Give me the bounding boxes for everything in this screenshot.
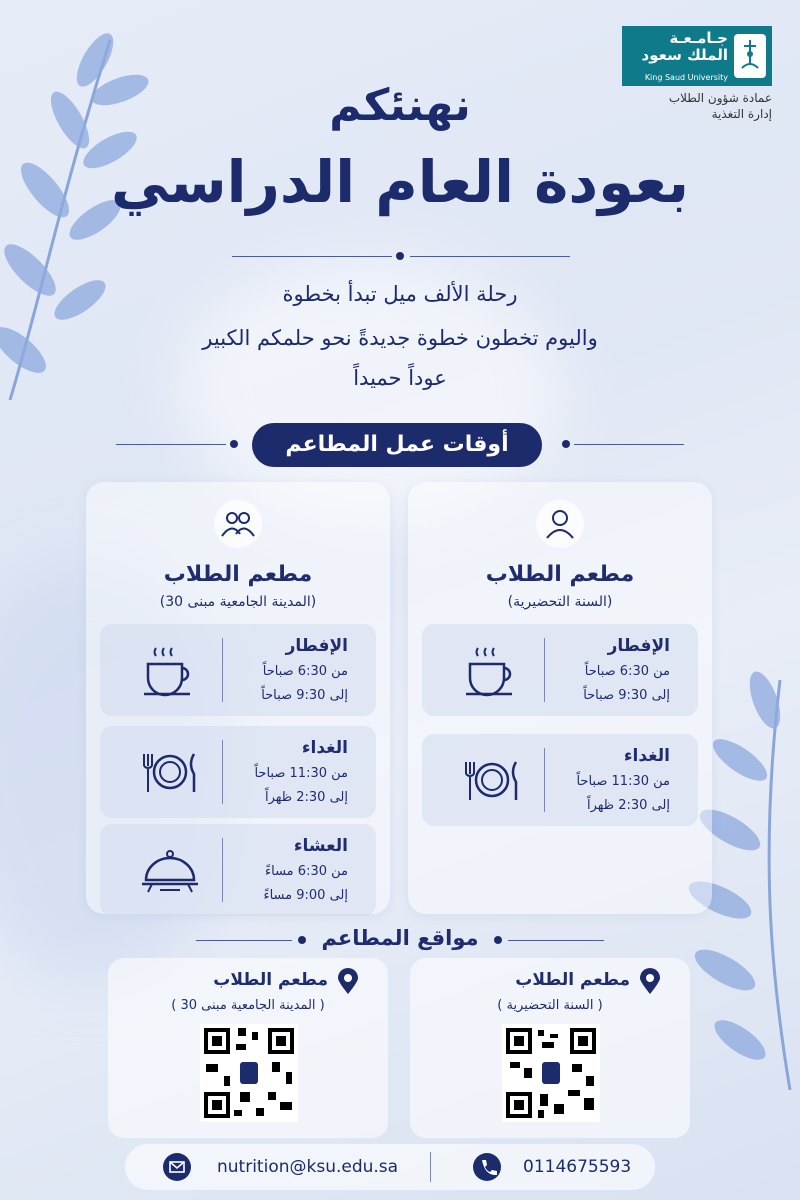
meal-divider bbox=[544, 748, 545, 812]
meal-from: من 11:30 صباحاً bbox=[254, 766, 348, 781]
university-seal-icon bbox=[734, 34, 766, 78]
meal-name: العشاء bbox=[293, 836, 348, 856]
divider bbox=[410, 256, 570, 257]
logo-badge bbox=[622, 26, 772, 86]
logo-name-ar bbox=[642, 30, 728, 64]
divider bbox=[508, 940, 604, 941]
meal-to: إلى 9:30 صباحاً bbox=[583, 688, 670, 703]
plate-utensils-icon bbox=[460, 748, 524, 812]
restaurant-name: مطعم الطلاب bbox=[163, 562, 313, 587]
heading-back-to-school: بعودة العام الدراسي bbox=[110, 148, 690, 216]
contact-bar bbox=[125, 1144, 655, 1190]
food-cloche-icon bbox=[138, 838, 202, 902]
logo-deanship: عمادة شؤون الطلاب bbox=[668, 91, 772, 105]
restaurant-location: (المدينة الجامعية مبنى 30) bbox=[159, 594, 317, 610]
location-name: مطعم الطلاب bbox=[213, 970, 328, 990]
plate-utensils-icon bbox=[138, 740, 202, 804]
meal-name: الإفطار bbox=[285, 636, 348, 656]
meal-from: من 6:30 صباحاً bbox=[584, 664, 670, 679]
restaurant-location: (السنة التحضيرية) bbox=[507, 594, 613, 610]
divider-dot bbox=[562, 440, 570, 448]
meal-from: من 6:30 مساءً bbox=[265, 864, 348, 879]
coffee-cup-icon bbox=[460, 638, 524, 702]
location-name: مطعم الطلاب bbox=[515, 970, 630, 990]
meal-from: من 11:30 صباحاً bbox=[576, 774, 670, 789]
meal-name: الإفطار bbox=[607, 636, 670, 656]
meal-lunch bbox=[422, 734, 698, 826]
email-icon bbox=[163, 1153, 191, 1181]
meal-to: إلى 9:30 صباحاً bbox=[261, 688, 348, 703]
location-card-prep-year bbox=[410, 958, 690, 1138]
locations-title: مواقع المطاعم bbox=[321, 926, 479, 950]
divider bbox=[116, 444, 226, 445]
meal-to: إلى 2:30 ظهراً bbox=[586, 798, 670, 813]
meal-divider bbox=[222, 838, 223, 902]
logo-name-en: King Saud University bbox=[644, 73, 728, 82]
map-pin-icon bbox=[638, 968, 662, 996]
poem-line-2: واليوم تخطون خطوة جديدةً نحو حلمكم الكبير bbox=[202, 326, 598, 350]
meal-breakfast bbox=[422, 624, 698, 716]
restaurant-card-university-city bbox=[86, 482, 390, 914]
location-sub: ( السنة التحضيرية ) bbox=[497, 998, 603, 1013]
restaurant-name: مطعم الطلاب bbox=[485, 562, 635, 587]
poem-line-1: رحلة الألف ميل تبدأ بخطوة bbox=[282, 282, 518, 306]
meal-divider bbox=[222, 638, 223, 702]
meal-divider bbox=[222, 740, 223, 804]
logo-department: إدارة التغذية bbox=[711, 107, 772, 121]
divider-dot bbox=[230, 440, 238, 448]
logo-name-ar-line1: جـامـعـة bbox=[669, 29, 728, 47]
meal-from: من 6:30 صباحاً bbox=[262, 664, 348, 679]
coffee-cup-icon bbox=[138, 638, 202, 702]
meal-divider bbox=[544, 638, 545, 702]
qr-code[interactable] bbox=[502, 1024, 600, 1122]
divider bbox=[574, 444, 684, 445]
meal-lunch bbox=[100, 726, 376, 818]
single-user-icon bbox=[536, 500, 584, 548]
divider-dot bbox=[494, 936, 502, 944]
hours-title: أوقات عمل المطاعم bbox=[252, 423, 542, 467]
heading-congrats: نهنئكم bbox=[329, 80, 471, 131]
meal-name: الغداء bbox=[623, 746, 670, 766]
group-users-icon bbox=[214, 500, 262, 548]
email-link[interactable]: nutrition@ksu.edu.sa bbox=[217, 1157, 399, 1177]
meal-to: إلى 2:30 ظهراً bbox=[264, 790, 348, 805]
location-card-university-city bbox=[108, 958, 388, 1138]
contact-divider bbox=[430, 1152, 431, 1182]
map-pin-icon bbox=[336, 968, 360, 996]
meal-breakfast bbox=[100, 624, 376, 716]
meal-name: الغداء bbox=[301, 738, 348, 758]
location-sub: ( المدينة الجامعية مبنى 30 ) bbox=[171, 998, 325, 1013]
divider bbox=[232, 256, 392, 257]
phone-link[interactable]: 0114675593 bbox=[523, 1157, 632, 1177]
logo-name-ar-line2: الملك سعود bbox=[641, 46, 728, 64]
meal-dinner bbox=[100, 824, 376, 916]
divider-dot bbox=[396, 252, 404, 260]
qr-code[interactable] bbox=[200, 1024, 298, 1122]
meal-to: إلى 9:00 مساءً bbox=[263, 888, 348, 903]
poem-line-3: عوداً حميداً bbox=[353, 366, 447, 390]
restaurant-card-prep-year bbox=[408, 482, 712, 914]
phone-icon bbox=[473, 1153, 501, 1181]
